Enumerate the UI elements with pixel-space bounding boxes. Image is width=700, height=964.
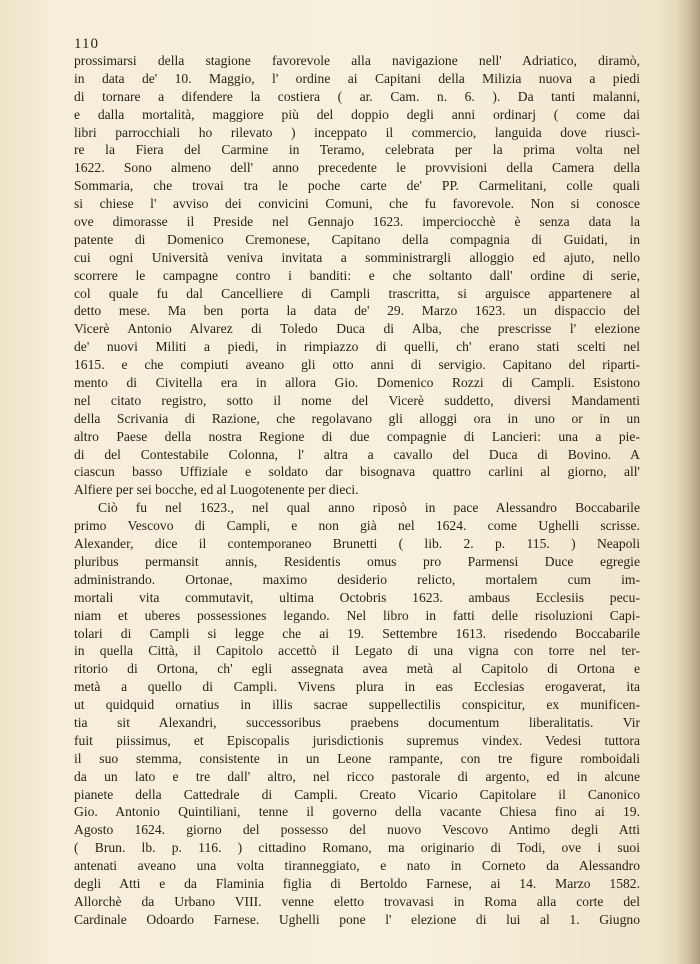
text-line: ut quidquid ornatius in illis sacrae suppellectilis conspicitur, ex munificen- xyxy=(74,697,640,713)
text-line: primo Vescovo di Campli, e non già nel 1624. come Ughelli scrisse. xyxy=(74,518,640,534)
text-line: tia sit Alexandri, successoribus praebens documentum liberalitatis. Vir xyxy=(74,714,640,730)
text-line: pianete della Cattedrale di Campli. Creato Vicario Capitolare il Canonico xyxy=(74,786,640,802)
text-line: in quella Città, il Capitolo accettò il Legato di una vigna con torre nel ter- xyxy=(74,643,640,659)
text-line: ove dimorasse il Preside nel Gennajo 1623. imperciocchè è senza data la xyxy=(74,214,640,230)
text-line: altro Paese della nostra Regione di due compagnie di Lancieri: una a pie- xyxy=(74,428,640,444)
text-line: ( Brun. lb. p. 116. ) cittadino Romano, ma originario di Todi, ove i suoi xyxy=(74,840,640,856)
text-line: nel citato registro, sotto il nome del Vicerè suddetto, diversi Mandamenti xyxy=(74,392,640,408)
text-line: in data de' 10. Maggio, l' ordine ai Capitani della Milizia nuova a piedi xyxy=(74,70,640,86)
text-line: de' nuovi Militi a piedi, in rimpiazzo di quelli, ch' erano stati scelti nel xyxy=(74,339,640,355)
text-line: di tornare a difendere la costiera ( ar. Cam. n. 6. ). Da tanti malanni, xyxy=(74,88,640,104)
text-line: administrando. Ortonae, maximo desiderio relicto, mortalem cum im- xyxy=(74,571,640,587)
page-number: 110 xyxy=(74,36,99,52)
text-line: Cardinale Odoardo Farnese. Ughelli pone l' elezione di lui al 1. Giugno xyxy=(74,911,640,927)
text-line: Agosto 1624. giorno del possesso del nuovo Vescovo Antimo degli Atti xyxy=(74,822,640,838)
text-line: cui ogni Università veniva invitata a somministrargli alloggio ed ajuto, nello xyxy=(74,249,640,265)
text-line: ciascun basso Uffiziale e soldato dar bisognava quattro carlini al giorno, all' xyxy=(74,464,640,480)
text-line: 1622. Sono almeno dell' anno precedente le provvisioni della Camera della xyxy=(74,160,640,176)
text-line: metà a quello di Campli. Vivens plura in eas Ecclesias erogaverat, ita xyxy=(74,679,640,695)
text-line: patente di Domenico Cremonese, Capitano della compagnia di Guidati, in xyxy=(74,231,640,247)
text-line: scorrere le campagne contro i banditi: e che soltanto dall' ordine di serie, xyxy=(74,267,640,283)
text-line: Vicerè Antonio Alvarez di Toledo Duca di Alba, che prescrisse l' elezione xyxy=(74,321,640,337)
text-line: mortali vita commutavit, ultima Octobris 1623. ambaus Ecclesiis pecu- xyxy=(74,589,640,605)
text-line: Allorchè da Urbano VIII. venne eletto trovavasi in Roma alla corte del xyxy=(74,893,640,909)
text-line: si chiese l' avviso dei convicini Comuni, che fu favorevole. Non si conosce xyxy=(74,196,640,212)
text-line: detto mese. Ma ben porta la data de' 29. Marzo 1623. un dispaccio del xyxy=(74,303,640,319)
text-line: Sommaria, che trovai tra le poche carte de' PP. Carmelitani, colle quali xyxy=(74,178,640,194)
text-line: re la Fiera del Carmine in Teramo, celebrata per la prima volta nel xyxy=(74,142,640,158)
page-edge-shadow xyxy=(676,0,700,964)
body-text xyxy=(74,52,640,929)
text-line: prossimarsi della stagione favorevole alla navigazione nell' Adriatico, diramò, xyxy=(74,53,640,68)
text-line: della Scrivania di Razione, che regolavano gli alloggi ora in uno or in un xyxy=(74,410,640,426)
text-line: antenati aveano una volta tiranneggiato, e nato in Corneto da Alessandro xyxy=(74,858,640,874)
text-line: mento di Civitella era in allora Gio. Domenico Rozzi di Campli. Esistono xyxy=(74,375,640,391)
text-line: ritorio di Ortona, ch' egli assegnata avea metà al Capitolo di Ortona e xyxy=(74,661,640,677)
text-line: e dalla mortalità, maggiore più del doppio degli anni ordinarj ( come dai xyxy=(74,106,640,122)
text-line: niam et uberes possessiones legando. Nel libro in fatti delle risoluzioni Capi- xyxy=(74,607,640,623)
text-line: fuit piissimus, et Episcopalis jurisdictionis supremus vindex. Vedesi tuttora xyxy=(74,732,640,748)
text-line: Ciò fu nel 1623., nel qual anno riposò in pace Alessandro Boccabarile xyxy=(98,500,640,516)
text-line: tolari di Campli si legge che ai 19. Settembre 1613. risedendo Boccabarile xyxy=(74,625,640,641)
text-line: di del Contestabile Colonna, l' altra a cavallo del Duca di Bovino. A xyxy=(74,446,640,462)
text-line: libri parrocchiali ho rilevato ) inceppato il commercio, languida dove riuscì- xyxy=(74,124,640,140)
text-line: il suo stemma, consistente in un Leone rampante, con tre figure romboidali xyxy=(74,750,640,766)
text-line: Alexander, dice il contemporaneo Brunetti ( lib. 2. p. 115. ) Neapoli xyxy=(74,536,640,552)
text-line: pluribus permansit annis, Residentis omus pro Parmensi Duce egregie xyxy=(74,553,640,569)
text-line: 1615. e che compiuti aveano gli otto anni di servigio. Capitano del riparti- xyxy=(74,357,640,373)
text-line: Alfiere per sei bocche, ed al Luogotenente per dieci. xyxy=(74,482,359,498)
text-line: Gio. Antonio Quintiliani, tenne il governo della vacante Chiesa fino ai 19. xyxy=(74,804,640,820)
text-line: da un lato e tre dall' altro, nel ricco pastorale di argento, ed in alcune xyxy=(74,768,640,784)
text-line: degli Atti e da Flaminia figlia di Bertoldo Farnese, ai 14. Marzo 1582. xyxy=(74,875,640,891)
text-line: col quale fu dal Cancelliere di Campli trascritta, si arguisce appartenere al xyxy=(74,285,640,301)
